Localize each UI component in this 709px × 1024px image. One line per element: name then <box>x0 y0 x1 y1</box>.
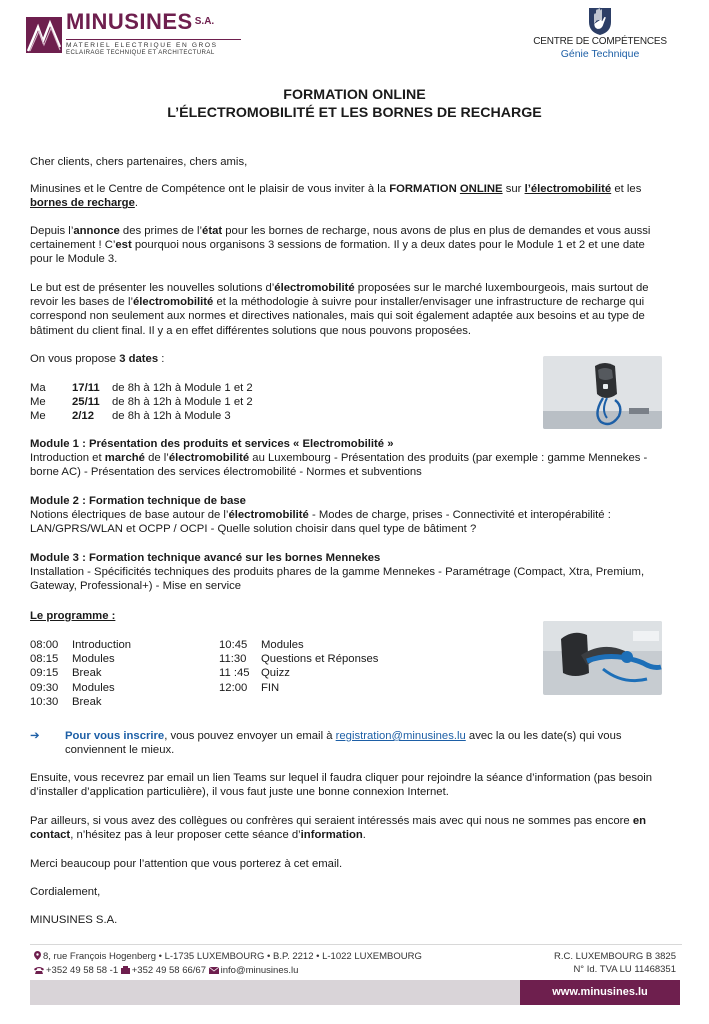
brand-tagline-1: MATERIEL ELECTRIQUE EN GROS <box>66 42 218 49</box>
p2-annonce: annonce <box>73 225 120 237</box>
footer-address-row <box>34 950 422 964</box>
footer-legal <box>486 950 676 976</box>
programme-item: Quizz <box>261 667 290 680</box>
dates-intro <box>30 352 430 366</box>
p2-est: est <box>115 239 132 252</box>
colleagues-information: information <box>300 829 363 842</box>
signup-lead: Pour vous inscrire <box>65 730 165 742</box>
brand-suffix: S.A. <box>194 16 215 27</box>
date-value: 17/11 <box>72 382 100 394</box>
brand-divider <box>66 39 241 40</box>
module-1 <box>30 437 670 480</box>
footer-bar <box>30 980 520 1005</box>
intro-text: Minusines et le Centre de Compétence ont le plaisir de vous inviter à la <box>30 183 390 195</box>
intro-text-3: et les <box>611 183 642 195</box>
intro-formation: FORMATION <box>389 183 460 195</box>
date-desc: de 8h à 12h à Module 1 et 2 <box>112 382 253 394</box>
programme-time: 09:15 <box>30 667 59 680</box>
date-desc: de 8h à 12h à Module 1 et 2 <box>112 396 253 408</box>
p2-text-3: pour les bornes de recharge, nous avons de plus en plus de demandes et vous aussi certainement ! C’ <box>30 225 651 252</box>
p2-text-4: pourquoi nous organisons 3 sessions de formation. Il y a deux dates pour le Module 1 et 2 et une date pour le Module 3. <box>30 239 645 266</box>
intro-paragraph <box>30 182 670 210</box>
fax-icon <box>121 965 130 978</box>
module-1-text <box>30 451 670 479</box>
arrow-right-icon: ➔ <box>30 730 40 742</box>
signup-text-2: avec la ou les date(s) qui vous <box>465 730 622 742</box>
footer-fax: +352 49 58 66/67 <box>131 965 206 976</box>
p2-etat: état <box>202 225 223 237</box>
module-2-text-1: Notions électriques de base autour de l’ <box>30 509 229 522</box>
module-1-title: Module 1 : Présentation des produits et services « Electromobilité » <box>30 438 394 450</box>
intro-text-2: sur <box>502 183 525 195</box>
module-1-electromobilite: électromobilité <box>168 452 250 465</box>
intro-electromobilite: l’électromobilité <box>524 183 612 195</box>
p3-electromobilite: électromobilité <box>274 282 355 294</box>
programme-item: Break <box>72 695 102 708</box>
date-desc: de 8h à 12h à Module 3 <box>112 410 231 422</box>
footer-website[interactable]: www.minusines.lu <box>520 980 680 1005</box>
charging-plug-image <box>543 621 662 695</box>
programme-item: Modules <box>261 639 304 651</box>
programme-time: 08:00 <box>30 639 59 651</box>
programme-time: 11:30 <box>219 653 247 666</box>
module-1-text-3: au Luxembourg - Présentation des produits (par exemple : gamme Mennekes - borne AC) - Présentation des services électromobilité - Normes et subventions <box>30 452 648 479</box>
programme-title: Le programme : <box>30 610 116 622</box>
but-paragraph <box>30 281 670 338</box>
teams-paragraph: Ensuite, vous recevrez par email un lien Teams sur lequel il faudra cliquer pour rejoindre la séance d’information (pas besoin d’installer d’application particulière), il vous faut juste une bonne connexion Internet. <box>30 772 653 799</box>
registration-email-link[interactable]: registration@minusines.lu <box>335 730 466 742</box>
intro-online: ONLINE <box>459 183 503 195</box>
wallbox-charger-image <box>543 356 662 429</box>
intro-text-4: . <box>134 197 138 210</box>
signup-text <box>65 729 670 757</box>
colleagues-text-3: . <box>362 829 366 842</box>
dates-intro-colon: : <box>158 353 165 365</box>
mail-icon <box>209 965 219 978</box>
greeting: Cher clients, chers partenaires, chers amis, <box>30 156 248 168</box>
p3-text-1: Le but est de présenter les nouvelles solutions d’ <box>30 282 275 294</box>
signup-text-1: , vous pouvez envoyer un email à <box>164 730 336 742</box>
module-2-title: Module 2 : Formation technique de base <box>30 495 246 507</box>
intro-bornes: bornes de recharge <box>30 197 135 210</box>
module-1-marche: marché <box>104 452 145 465</box>
brand-name: MINUSINES $^{S.A.}$ <box>66 9 215 34</box>
dates-intro-count: 3 dates <box>119 353 159 365</box>
module-3-title: Module 3 : Formation technique avancé sur les bornes Mennekes <box>30 552 381 564</box>
hand-shield-icon <box>585 4 615 36</box>
primes-paragraph <box>30 224 670 267</box>
minusines-logo <box>26 9 236 57</box>
location-pin-icon <box>34 951 41 964</box>
programme-item: Questions et Réponses <box>261 653 379 666</box>
footer-contact <box>34 950 422 978</box>
footer-address: 8, rue François Hogenberg • L-1735 LUXEMBOURG • B.P. 2212 • L-1022 LUXEMBOURG <box>43 951 422 962</box>
module-2-text <box>30 508 670 536</box>
programme-time: 10:45 <box>219 639 248 651</box>
minusines-logo-mark-icon <box>26 17 62 53</box>
module-2 <box>30 494 670 537</box>
module-3 <box>30 551 670 594</box>
module-2-text-2: - Modes de charge, prises - Connectivité et interopérabilité : LAN/GPRS/WLAN et OCPP / OCPI - Quelle solution choisir dans quel type de bâtiment ? <box>30 509 611 536</box>
footer-divider <box>30 944 682 945</box>
footer-email[interactable]: info@minusines.lu <box>220 965 299 976</box>
centre-name: CENTRE DE COMPÉTENCES <box>533 36 667 47</box>
programme-item: Break <box>72 667 102 680</box>
colleagues-text-2: , n’hésitez pas à leur proposer cette séance d’ <box>70 829 301 842</box>
date-day: Me <box>30 396 46 408</box>
footer-phone-row <box>34 964 422 978</box>
p2-text-2: des primes de l’ <box>119 225 203 237</box>
module-3-text: Installation - Spécificités techniques des produits phares de la gamme Mennekes - Paramétrage (Compact, Xtra, Premium, Gateway, Professional+) - Mise en service <box>30 566 645 593</box>
thanks: Merci beaucoup pour l’attention que vous porterez à cet email. <box>30 858 343 870</box>
signup-text-3: conviennent le mieux. <box>65 744 175 757</box>
date-value: 2/12 <box>72 410 94 422</box>
title-line-1: FORMATION ONLINE <box>283 87 426 103</box>
programme-time: 11 :45 <box>219 667 250 680</box>
date-value: 25/11 <box>72 396 100 408</box>
p3-text-3: et la méthodologie à suivre pour installer/envisager une infrastructure de recharge qui correspond non seulement aux normes et directives nationales, mais qui soit également adaptée aux besoins et au type de bâtiment du client final. Il y a en effet différentes solutions que nous pouvons proposées. <box>30 296 645 337</box>
colleagues-text-1: Par ailleurs, si vous avez des collègues ou confrères qui seraient intéressés mais avec qui nous ne sommes pas encore <box>30 815 633 827</box>
p3-text-2: proposées sur le marché luxembourgeois, mais surtout de revoir les bases de l’ <box>30 282 649 309</box>
footer-tva: N° Id. TVA LU 11468351 <box>573 964 676 975</box>
footer-rc: R.C. LUXEMBOURG B 3825 <box>554 951 676 962</box>
p3-electromobilite-2: électromobilité <box>132 296 214 309</box>
signature: MINUSINES S.A. <box>30 914 118 926</box>
programme-item: Modules <box>72 653 115 666</box>
programme-time: 08:15 <box>30 653 59 666</box>
programme-item: Introduction <box>72 639 132 651</box>
colleagues-paragraph <box>30 814 670 842</box>
centre-competences-logo <box>520 4 680 66</box>
programme-time: 09:30 <box>30 681 59 694</box>
programme-item: FIN <box>261 681 280 694</box>
colleagues-contact: en contact <box>30 815 646 842</box>
brand-tagline-2: ECLAIRAGE TECHNIQUE ET ARCHITECTURAL <box>66 49 215 56</box>
centre-subtitle: Génie Technique <box>560 48 640 60</box>
footer-phone: +352 49 58 58 -1 <box>46 965 119 976</box>
module-2-electromobilite: électromobilité <box>228 509 309 522</box>
programme-time: 10:30 <box>30 695 59 708</box>
phone-icon <box>34 965 44 978</box>
p2-text-1: Depuis l’ <box>30 225 74 237</box>
dates-intro-text: On vous propose <box>30 353 120 365</box>
programme-item: Modules <box>72 681 115 694</box>
module-1-text-1: Introduction et <box>30 452 105 465</box>
module-1-text-2: de l’ <box>144 452 169 465</box>
page-title <box>0 86 709 122</box>
closing: Cordialement, <box>30 886 101 898</box>
programme-time: 12:00 <box>219 681 248 694</box>
date-day: Me <box>30 410 46 422</box>
date-day: Ma <box>30 382 46 394</box>
title-line-2: L’ÉLECTROMOBILITÉ ET LES BORNES DE RECHARGE <box>167 105 542 121</box>
